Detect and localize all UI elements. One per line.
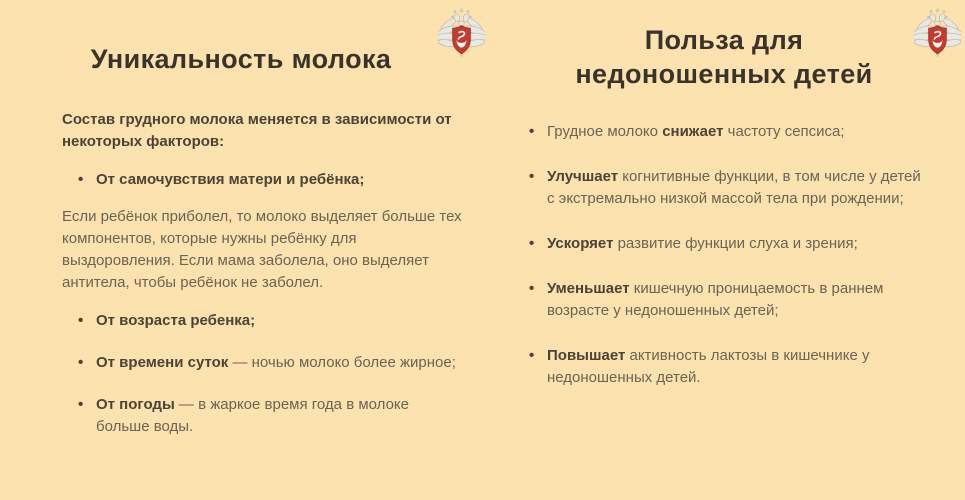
bullet-icon: • xyxy=(529,168,535,186)
health-ministry-emblem-icon xyxy=(914,8,961,58)
list-item xyxy=(529,278,927,322)
bullet-text: От самочувствия матери и ребёнка; xyxy=(96,171,365,189)
bullet-icon: • xyxy=(78,354,84,372)
list-item xyxy=(78,169,460,191)
bullet-text: От возраста ребенка; xyxy=(96,312,256,330)
bullet-text: Улучшает когнитивные функции, в том числе у детей с экстремально низкой массой тела при рождении; xyxy=(547,168,921,208)
page-title xyxy=(483,23,965,91)
bullet-icon: • xyxy=(529,123,535,140)
bullet-text: Повышает активность лактозы в кишечнике у недоношенных детей. xyxy=(547,347,870,387)
list-item xyxy=(78,394,460,438)
bullet-list-top xyxy=(78,169,460,191)
bullet-icon: • xyxy=(78,312,84,330)
slide-preterm-benefits xyxy=(483,0,965,500)
page-title: Уникальность молока xyxy=(90,44,392,74)
list-item xyxy=(78,310,460,332)
bullet-icon: • xyxy=(78,396,84,414)
list-item xyxy=(529,166,927,210)
bullet-list-benefits xyxy=(529,121,927,389)
bullet-list-factors xyxy=(78,310,460,438)
bullet-icon: • xyxy=(529,280,535,298)
bullet-icon: • xyxy=(529,235,535,253)
explanation-paragraph: Если ребёнок приболел, то молоко выделяет больше тех компонентов, которые нужны ребёнку для выздоровления. Если мама заболела, оно выделяет антитела, чтобы ребёнок не заболел. xyxy=(62,208,462,292)
list-item xyxy=(529,233,927,255)
bullet-text: Ускоряет развитие функции слуха и зрения; xyxy=(547,235,858,253)
intro-paragraph: Состав грудного молока меняется в зависимости от некоторых факторов: xyxy=(62,111,452,151)
list-item xyxy=(529,345,927,389)
bullet-text: От времени суток — ночью молоко более жирное; xyxy=(96,354,456,372)
list-item xyxy=(78,352,460,374)
slide-milk-uniqueness xyxy=(0,0,482,500)
bullet-icon: • xyxy=(78,171,84,189)
bullet-icon: • xyxy=(529,347,535,365)
list-item xyxy=(529,121,927,143)
health-ministry-emblem-icon xyxy=(438,8,485,58)
title-line-1: Польза для xyxy=(644,25,804,55)
title-line-2: недоношенных детей xyxy=(575,59,873,89)
bullet-text: Уменьшает кишечную проницаемость в раннем возрасте у недоношенных детей; xyxy=(547,280,884,320)
bullet-text: Грудное молоко снижает частоту сепсиса; xyxy=(547,123,845,140)
bullet-text: От погоды — в жаркое время года в молоке больше воды. xyxy=(96,396,409,436)
